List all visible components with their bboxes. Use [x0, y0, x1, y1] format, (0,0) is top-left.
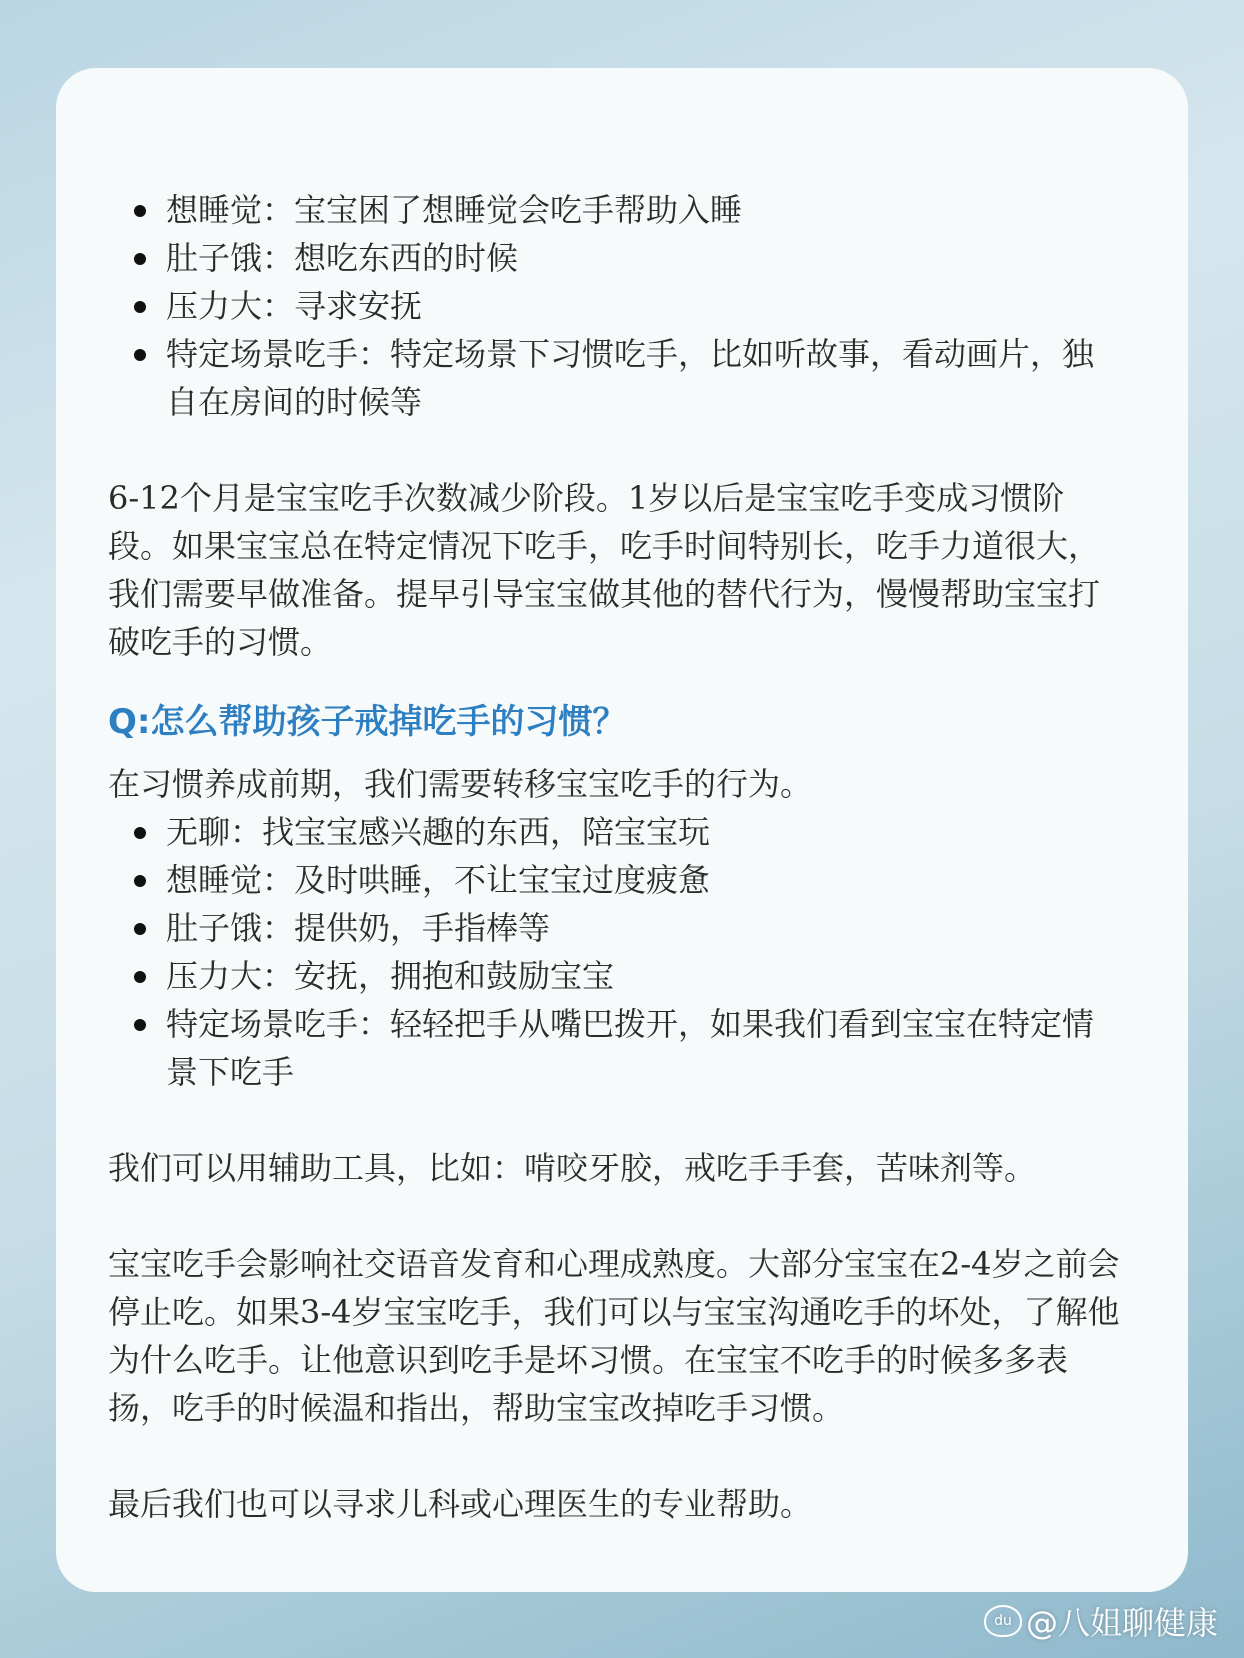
paw-logo-icon: du [984, 1605, 1022, 1637]
paragraph-age-stages: 6-12个月是宝宝吃手次数减少阶段。1岁以后是宝宝吃手变成习惯阶段。如果宝宝总在特定情况下吃手，吃手时间特别长，吃手力道很大，我们需要早做准备。提早引导宝宝做其他的替代行为，慢慢帮助宝宝打破吃手的习惯。 [108, 479, 1101, 661]
list-item: 无聊：找宝宝感兴趣的东西，陪宝宝玩 [108, 808, 1124, 856]
list-item: 压力大：寻求安抚 [108, 282, 1124, 330]
paragraph-tools: 我们可以用辅助工具，比如：啃咬牙胶，戒吃手手套，苦味剂等。 [108, 1149, 1037, 1187]
bullet-list-solutions [108, 808, 1124, 1096]
question-heading: Q:怎么帮助孩子戒掉吃手的习惯？ [108, 702, 627, 742]
watermark-text: @八姐聊健康 [1025, 1604, 1218, 1642]
list-item: 特定场景吃手：轻轻把手从嘴巴拨开，如果我们看到宝宝在特定情景下吃手 [108, 1000, 1124, 1096]
list-item: 特定场景吃手：特定场景下习惯吃手，比如听故事，看动画片，独自在房间的时候等 [108, 330, 1124, 426]
intro-line: 在习惯养成前期，我们需要转移宝宝吃手的行为。 [108, 765, 813, 803]
bullet-list-causes [108, 186, 1124, 426]
paragraph-effects: 宝宝吃手会影响社交语音发育和心理成熟度。大部分宝宝在2-4岁之前会停止吃。如果3-4岁宝宝吃手，我们可以与宝宝沟通吃手的坏处，了解他为什么吃手。让他意识到吃手是坏习惯。在宝宝不吃手的时候多多表扬，吃手的时候温和指出，帮助宝宝改掉吃手习惯。 [108, 1245, 1120, 1427]
list-item: 想睡觉：宝宝困了想睡觉会吃手帮助入睡 [108, 186, 1124, 234]
paragraph-professional-help: 最后我们也可以寻求儿科或心理医生的专业帮助。 [108, 1485, 813, 1523]
watermark [984, 1598, 1218, 1644]
list-item: 想睡觉：及时哄睡，不让宝宝过度疲惫 [108, 856, 1124, 904]
list-item: 肚子饿：提供奶，手指棒等 [108, 904, 1124, 952]
list-item: 肚子饿：想吃东西的时候 [108, 234, 1124, 282]
list-item: 压力大：安抚，拥抱和鼓励宝宝 [108, 952, 1124, 1000]
content-card [56, 68, 1188, 1592]
